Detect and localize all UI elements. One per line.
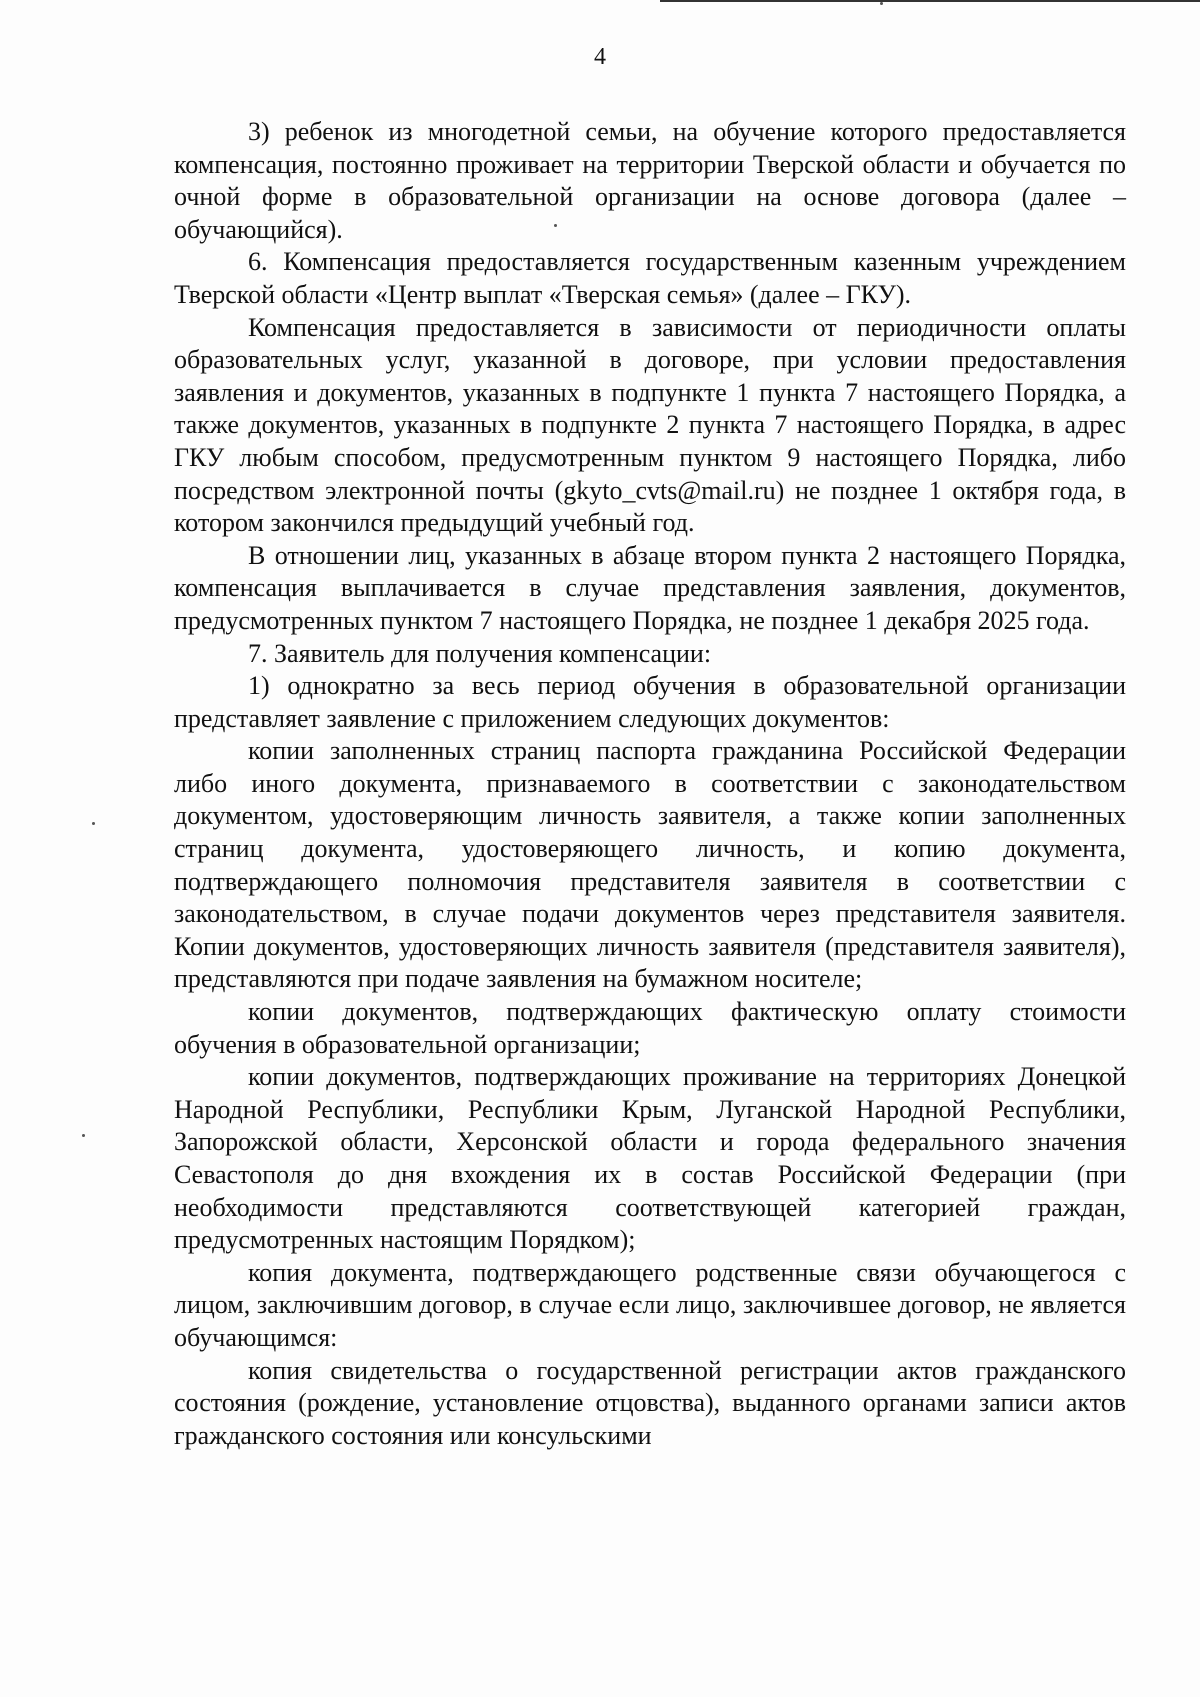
scan-speck xyxy=(92,822,95,825)
paragraph-residence-copies: копии документов, подтверждающих проживание на территориях Донецкой Народной Республики, Республики Крым, Луганской Народной Республики, Запорожской области, Херсонской области и города федерального значения Севастополя до дня вхождения их в состав Российской Федерации (при необходимости представляются соответствующей категорией граждан, предусмотренных настоящим Порядком); xyxy=(174,1062,1126,1255)
scan-speck xyxy=(880,2,883,5)
paragraph-item-7: 7. Заявитель для получения компенсации: xyxy=(248,638,712,668)
paragraph-certificate-copy: копия свидетельства о государственной регистрации актов гражданского состояния (рождение, установление отцовства), выданного органами записи актов гражданского состояния или консульскими xyxy=(174,1355,1126,1450)
page-number: 4 xyxy=(594,44,606,70)
paragraph-deadline-december: В отношении лиц, указанных в абзаце втором пункта 2 настоящего Порядка, компенсация выплачивается в случае представления заявления, документов, предусмотренных пунктом 7 настоящего Порядка, не позднее 1 декабря 2025 года. xyxy=(174,540,1126,635)
paragraph-subitem-3: 3) ребенок из многодетной семьи, на обучение которого предоставляется компенсация, постоянно проживает на территории Тверской области и обучается по очной форме в образовательной организации на основе договора (далее – обучающийся). xyxy=(174,117,1126,244)
paragraph-item-6: 6. Компенсация предоставляется государственным казенным учреждением Тверской области «Центр выплат «Тверская семья» (далее – ГКУ). xyxy=(174,247,1126,309)
paragraph-payment-copies: копии документов, подтверждающих фактическую оплату стоимости обучения в образовательной организации; xyxy=(174,997,1126,1059)
scan-speck xyxy=(554,224,557,227)
paragraph-passport-copies: копии заполненных страниц паспорта гражданина Российской Федерации либо иного документа, признаваемого в соответствии с законодательством документом, удостоверяющим личность заявителя, а также копии заполненных страниц документа, удостоверяющего личность, и копию документа, подтверждающего полномочия представителя заявителя в соответствии с законодательством, в случае подачи документов через представителя заявителя. Копии документов, удостоверяющих личность заявителя (представителя заявителя), представляются при подаче заявления на бумажном носителе; xyxy=(174,736,1126,994)
paragraph-kinship-copy: копия документа, подтверждающего родственные связи обучающегося с лицом, заключившим договор, в случае если лицо, заключившее договор, не является обучающимся: xyxy=(174,1257,1126,1352)
document-body xyxy=(174,116,1126,1452)
paragraph-subitem-1: 1) однократно за весь период обучения в образовательной организации представляет заявление с приложением следующих документов: xyxy=(174,671,1126,733)
scan-top-rule xyxy=(660,0,1200,2)
scan-speck xyxy=(82,1134,85,1137)
paragraph-compensation-conditions: Компенсация предоставляется в зависимости от периодичности оплаты образовательных услуг, указанной в договоре, при условии предоставления заявления и документов, указанных в подпункте 1 пункта 7 настоящего Порядка, а также документов, указанных в подпункте 2 пункта 7 настоящего Порядка, в адрес ГКУ любым способом, предусмотренным пунктом 9 настоящего Порядка, либо посредством электронной почты (gkyto_cvts@mail.ru) не позднее 1 октября года, в котором закончился предыдущий учебный год. xyxy=(174,312,1126,538)
